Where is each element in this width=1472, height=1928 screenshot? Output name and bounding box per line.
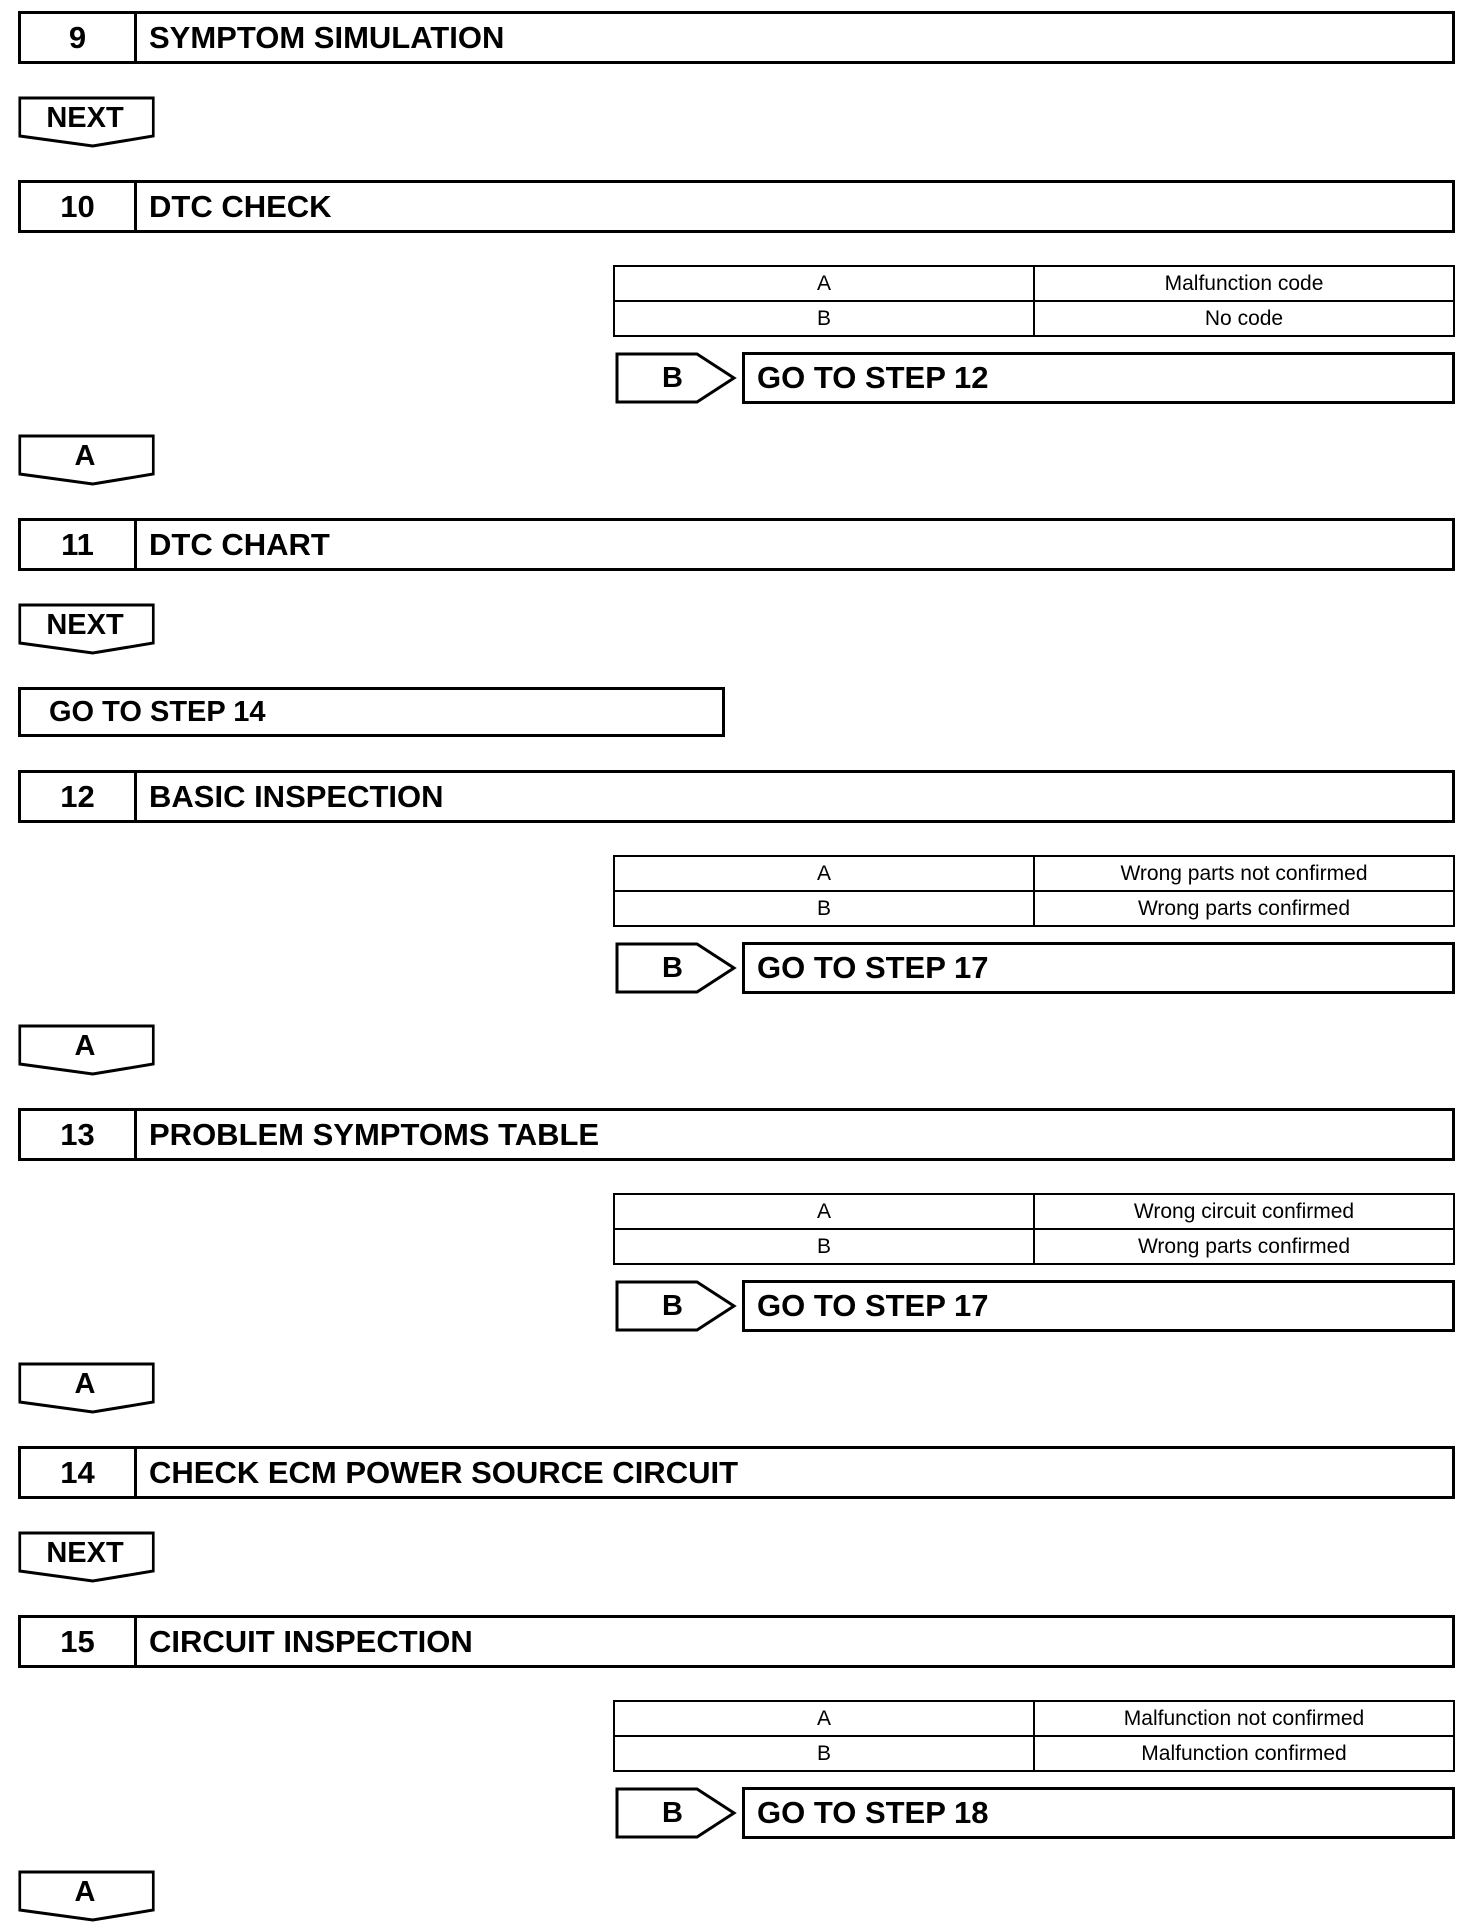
result-table: [613, 855, 1455, 927]
branch-b-label: B: [662, 361, 683, 394]
branch-b-goto[interactable]: [615, 1280, 1455, 1332]
step-number: 13: [21, 1111, 137, 1158]
step-title: DTC CHECK: [149, 188, 332, 224]
step-number: 10: [21, 183, 137, 230]
next-button[interactable]: [18, 96, 156, 148]
result-text-b: Wrong parts confirmed: [1034, 1229, 1454, 1264]
branch-a-button[interactable]: [18, 1362, 156, 1414]
result-key-b: B: [614, 1229, 1034, 1264]
result-table: [613, 1700, 1455, 1772]
result-table: [613, 265, 1455, 337]
step-number: 11: [21, 521, 137, 568]
step-13: [18, 1108, 1455, 1161]
result-key-b: B: [614, 1736, 1034, 1771]
result-text-a: Malfunction not confirmed: [1034, 1701, 1454, 1736]
branch-a-button[interactable]: [18, 1870, 156, 1922]
branch-a-button[interactable]: [18, 1024, 156, 1076]
goto-step-box[interactable]: GO TO STEP 12: [742, 352, 1455, 404]
branch-a-button[interactable]: [18, 434, 156, 486]
next-label: NEXT: [46, 102, 124, 134]
step-10: [18, 180, 1455, 233]
branch-b-label: B: [662, 951, 683, 984]
goto-step-14-box[interactable]: GO TO STEP 14: [18, 687, 725, 737]
table-row: [614, 301, 1454, 336]
next-label: NEXT: [46, 609, 124, 641]
next-label: NEXT: [46, 1537, 124, 1569]
result-key-a: A: [614, 1701, 1034, 1736]
result-key-a: A: [614, 856, 1034, 891]
branch-a-label: A: [74, 1368, 96, 1400]
step-9: [18, 11, 1455, 64]
branch-b-goto[interactable]: [615, 942, 1455, 994]
result-text-a: Malfunction code: [1034, 266, 1454, 301]
step-12: [18, 770, 1455, 823]
step-title: BASIC INSPECTION: [149, 778, 444, 814]
goto-step-box[interactable]: GO TO STEP 17: [742, 942, 1455, 994]
table-row: [614, 1701, 1454, 1736]
table-row: [614, 266, 1454, 301]
step-15: [18, 1615, 1455, 1668]
branch-a-label: A: [74, 440, 96, 472]
result-text-a: Wrong circuit confirmed: [1034, 1194, 1454, 1229]
step-14: [18, 1446, 1455, 1499]
step-title: DTC CHART: [149, 526, 330, 562]
result-text-b: Malfunction confirmed: [1034, 1736, 1454, 1771]
result-key-a: A: [614, 266, 1034, 301]
step-number: 12: [21, 773, 137, 820]
step-number: 15: [21, 1618, 137, 1665]
table-row: [614, 856, 1454, 891]
table-row: [614, 1229, 1454, 1264]
table-row: [614, 1736, 1454, 1771]
branch-b-label: B: [662, 1796, 683, 1829]
step-title: CIRCUIT INSPECTION: [149, 1623, 473, 1659]
step-number: 14: [21, 1449, 137, 1496]
result-text-b: No code: [1034, 301, 1454, 336]
branch-b-goto[interactable]: [615, 1787, 1455, 1839]
branch-a-label: A: [74, 1876, 96, 1908]
result-key-a: A: [614, 1194, 1034, 1229]
result-table: [613, 1193, 1455, 1265]
branch-b-label: B: [662, 1289, 683, 1322]
branch-b-goto[interactable]: [615, 352, 1455, 404]
next-button[interactable]: [18, 603, 156, 655]
step-number: 9: [21, 14, 137, 61]
result-key-b: B: [614, 891, 1034, 926]
step-11: [18, 518, 1455, 571]
table-row: [614, 891, 1454, 926]
goto-step-box[interactable]: GO TO STEP 17: [742, 1280, 1455, 1332]
result-key-b: B: [614, 301, 1034, 336]
result-text-a: Wrong parts not confirmed: [1034, 856, 1454, 891]
next-button[interactable]: [18, 1531, 156, 1583]
step-title: PROBLEM SYMPTOMS TABLE: [149, 1116, 600, 1152]
table-row: [614, 1194, 1454, 1229]
step-title: CHECK ECM POWER SOURCE CIRCUIT: [149, 1454, 739, 1490]
result-text-b: Wrong parts confirmed: [1034, 891, 1454, 926]
step-title: SYMPTOM SIMULATION: [149, 19, 505, 55]
branch-a-label: A: [74, 1030, 96, 1062]
goto-step-box[interactable]: GO TO STEP 18: [742, 1787, 1455, 1839]
